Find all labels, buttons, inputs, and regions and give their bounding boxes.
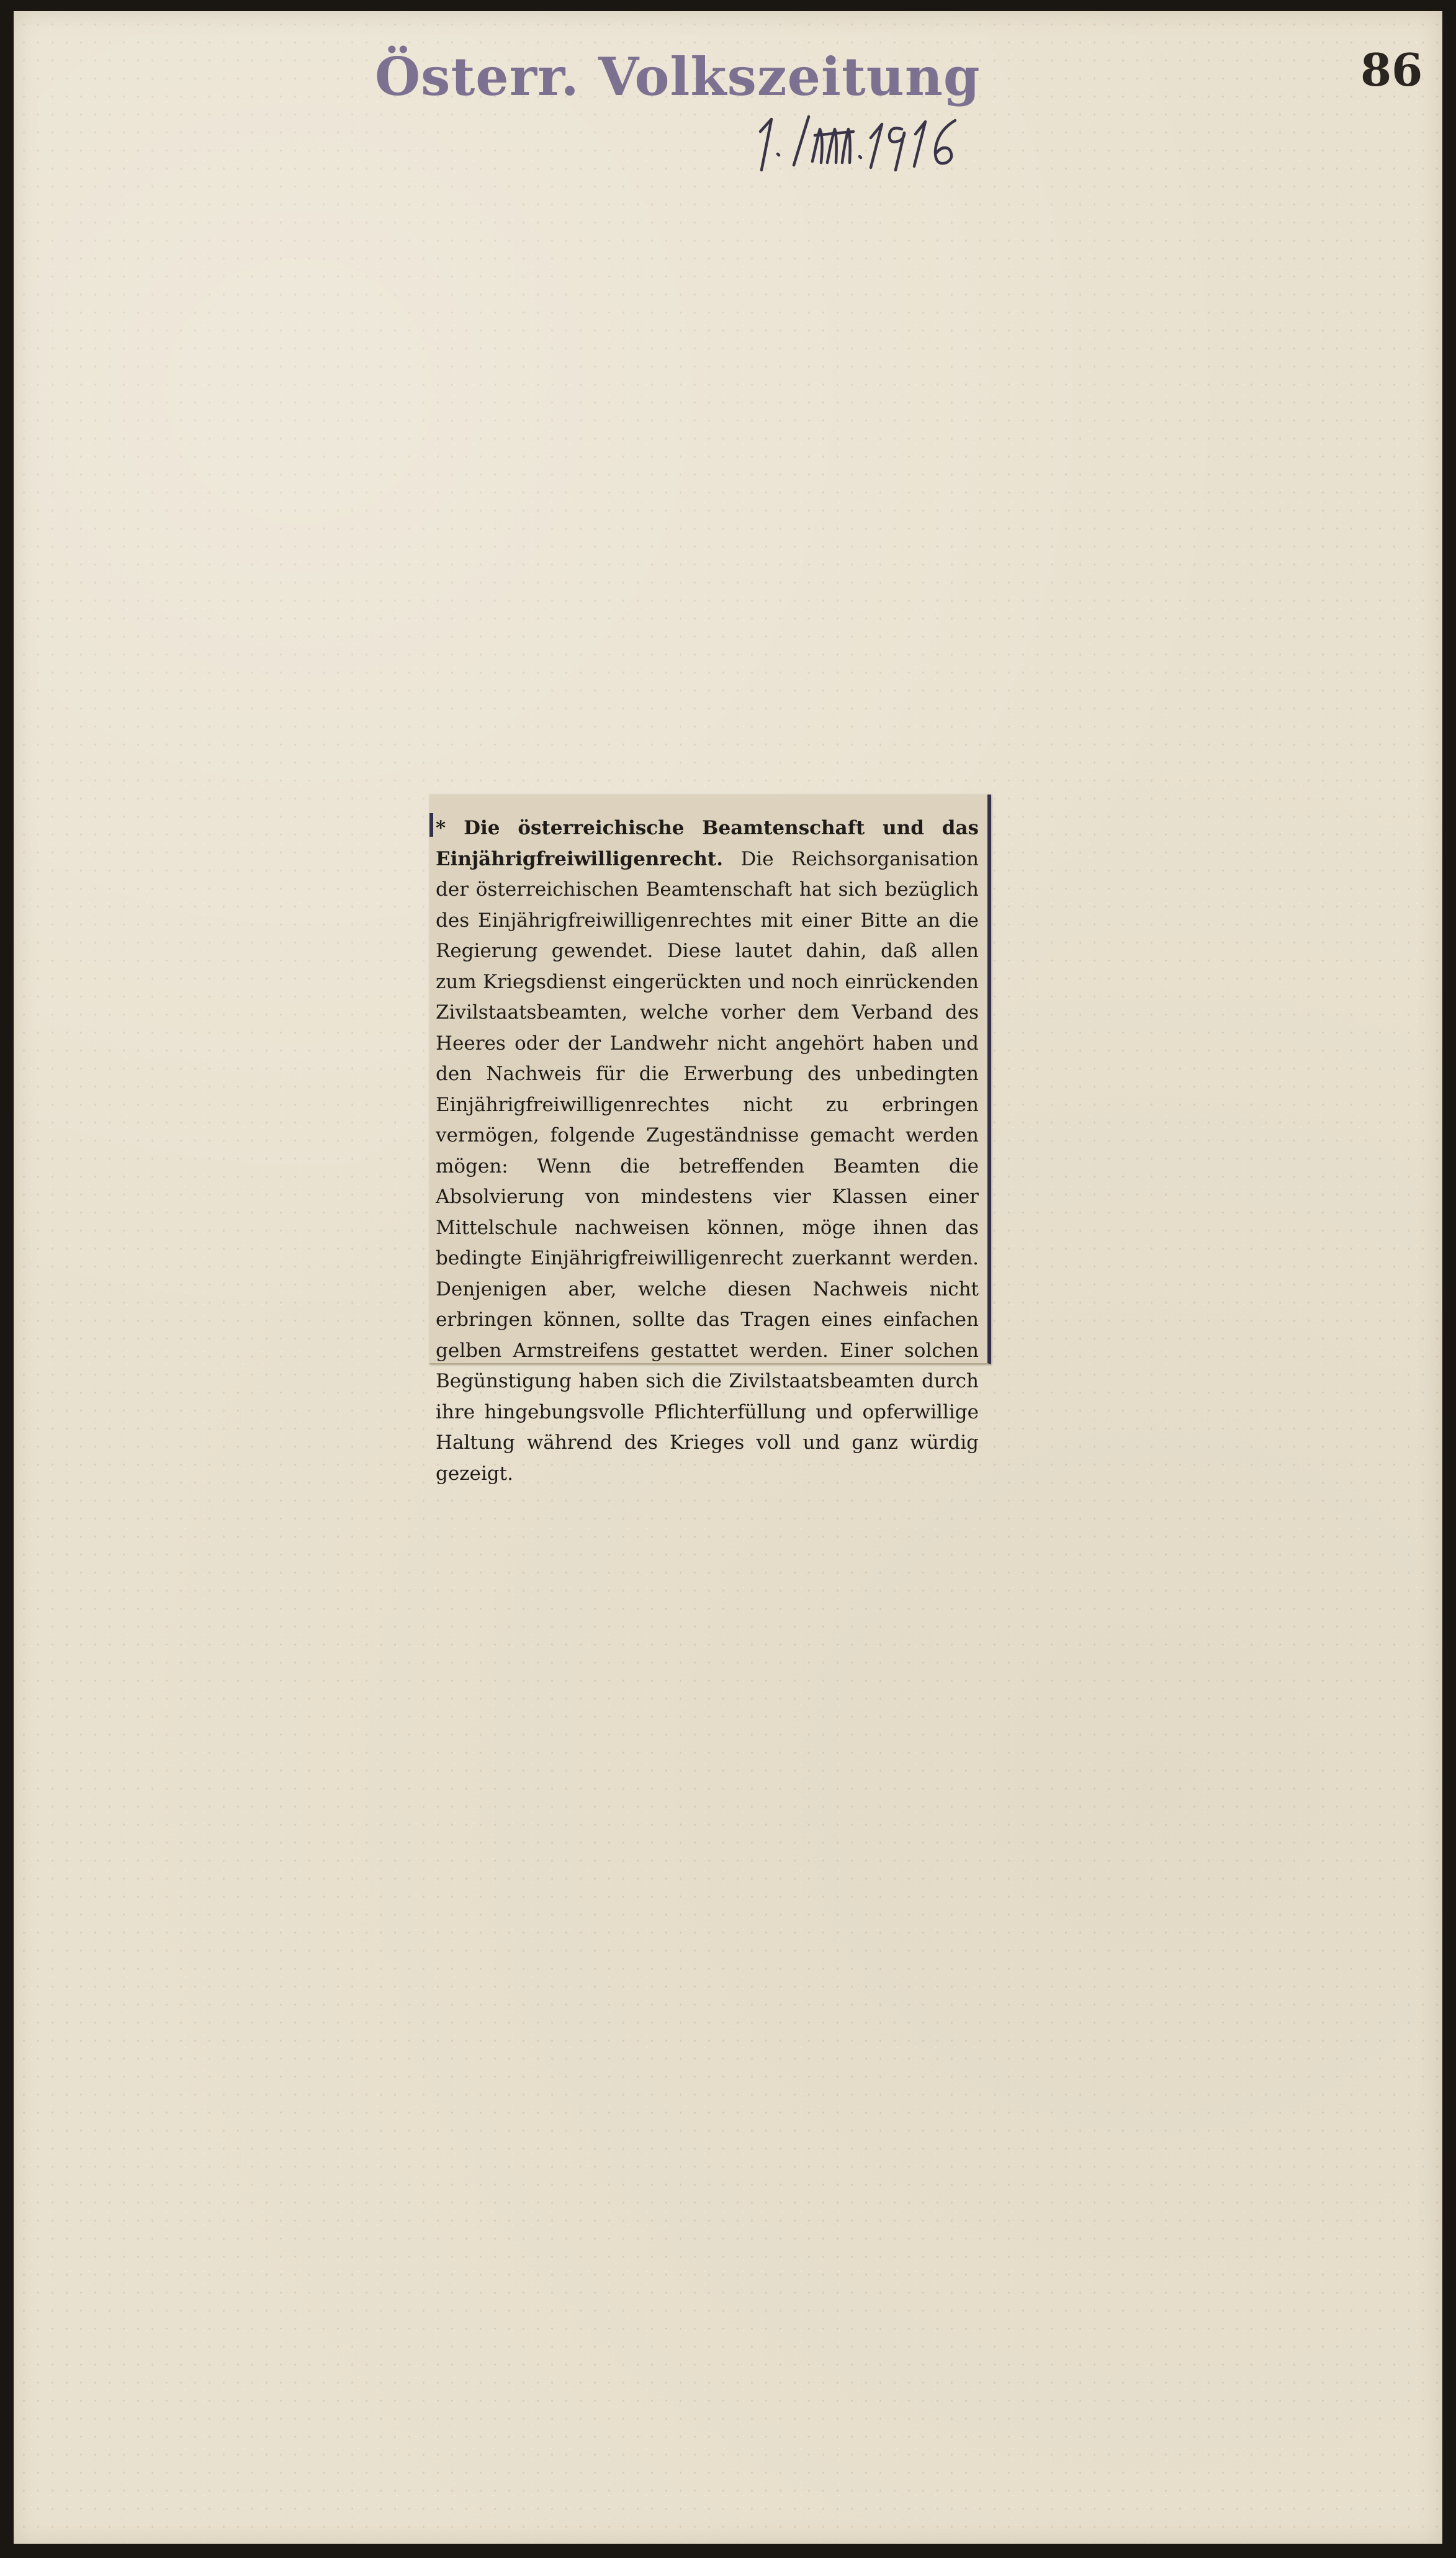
page-number: 86 <box>1360 43 1423 96</box>
article-title: * Die österreichische Beamtenschaft und das Einjährigfreiwilligenrecht. <box>436 817 979 870</box>
article-body: Die Reichsorganisation der österreichischen Beamtenschaft hat sich bezüglich des Einjährigfreiwilligenrechtes mit einer Bitte an die Regierung gewendet. Diese lautet dahin, daß allen zum Kriegsdienst eingerückten und noch einrückenden Zivilstaatsbeamten, welche vorher dem Verband des Heeres oder der Landwehr nicht angehört haben und den Nachweis für die Erwerbung des unbedingten Einjährigfreiwilligenrechtes nicht zu erbringen vermögen, folgende Zugeständnisse gemacht werden mögen: Wenn die betreffenden Beamten die Absolvierung von mindestens vier Klassen einer Mittelschule nachweisen können, möge ihnen das bedingte Einjährigfreiwilligenrecht zuerkannt werden. Denjenigen aber, welche diesen Nachweis nicht erbringen können, sollte das Tragen eines einfachen gelben Armstreifens gestattet werden. Einer solchen Begünstigung haben sich die Zivilstaatsbeamten durch ihre hingebungsvolle Pflichterfüllung und opferwillige Haltung während des Krieges voll und ganz würdig gezeigt. <box>436 847 979 1485</box>
newspaper-clipping <box>429 795 991 1485</box>
article-text <box>436 813 979 1489</box>
clipping-ink-mark <box>429 813 433 837</box>
archive-sheet <box>14 11 1442 2544</box>
newspaper-name-stamp: Österr. Volkszeitung <box>375 46 981 107</box>
handwritten-date-annotation <box>755 110 979 179</box>
